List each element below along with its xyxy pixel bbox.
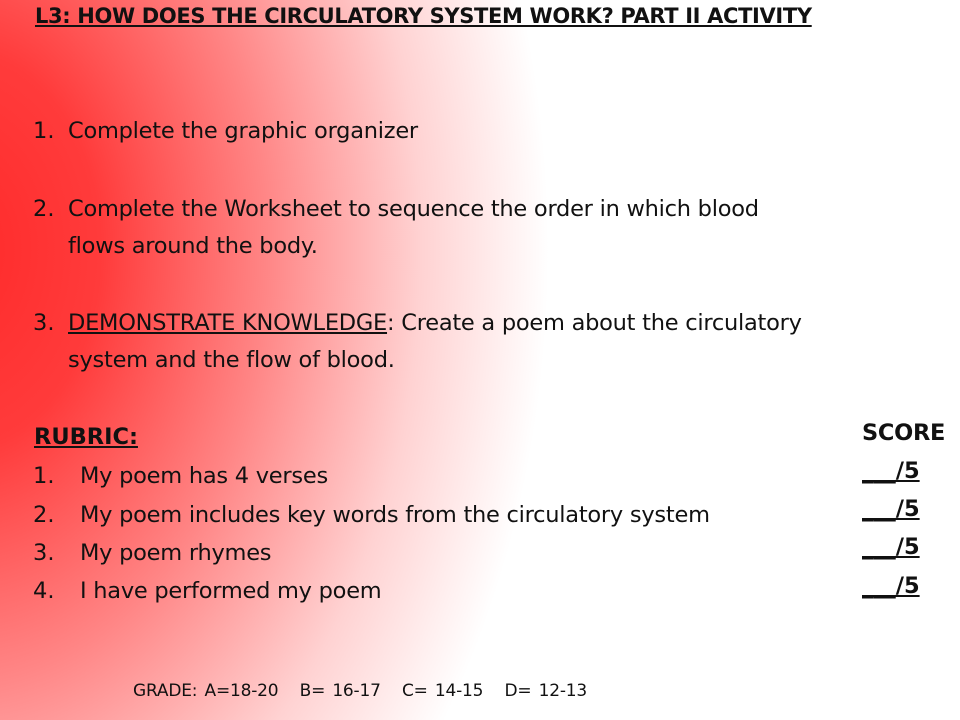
- score-line-4: ___/5: [862, 573, 920, 599]
- step-3-text-line-1: [68, 310, 802, 336]
- score-line-2: ___/5: [862, 496, 920, 522]
- rubric-heading: RUBRIC:: [34, 424, 138, 450]
- page-title: L3: HOW DOES THE CIRCULATORY SYSTEM WORK? PART II ACTIVITY: [35, 4, 812, 28]
- rubric-item-4-number: 4.: [33, 578, 55, 604]
- rubric-item-4: I have performed my poem: [80, 578, 382, 604]
- step-1-number: 1.: [33, 118, 55, 144]
- step-2-text-line-2: flows around the body.: [68, 233, 318, 259]
- score-line-1: ___/5: [862, 458, 920, 484]
- grade-c: C= 14-15: [401, 681, 484, 701]
- rubric-item-3: My poem rhymes: [80, 540, 272, 566]
- score-heading: SCORE: [862, 420, 946, 446]
- step-1-text: Complete the graphic organizer: [68, 118, 418, 144]
- score-line-3: ___/5: [862, 534, 920, 560]
- step-3-text-line-2: system and the flow of blood.: [68, 347, 395, 373]
- grade-d: D= 12-13: [504, 681, 588, 701]
- step-2-text-line-1: Complete the Worksheet to sequence the order in which blood: [68, 196, 759, 222]
- step-2-number: 2.: [33, 196, 55, 222]
- grade-a: A=18-20: [204, 681, 279, 701]
- step-3-text-rest: : Create a poem about the circulatory: [387, 310, 802, 336]
- step-3-number: 3.: [33, 310, 55, 336]
- demonstrate-knowledge-label: DEMONSTRATE KNOWLEDGE: [68, 310, 388, 336]
- rubric-item-1: My poem has 4 verses: [80, 463, 328, 489]
- grade-b: B= 16-17: [299, 681, 381, 701]
- grade-scale: [133, 681, 587, 701]
- rubric-item-1-number: 1.: [33, 463, 55, 489]
- rubric-item-3-number: 3.: [33, 540, 55, 566]
- grade-label: GRADE:: [133, 681, 198, 701]
- rubric-item-2: My poem includes key words from the circulatory system: [80, 502, 710, 528]
- rubric-item-2-number: 2.: [33, 502, 55, 528]
